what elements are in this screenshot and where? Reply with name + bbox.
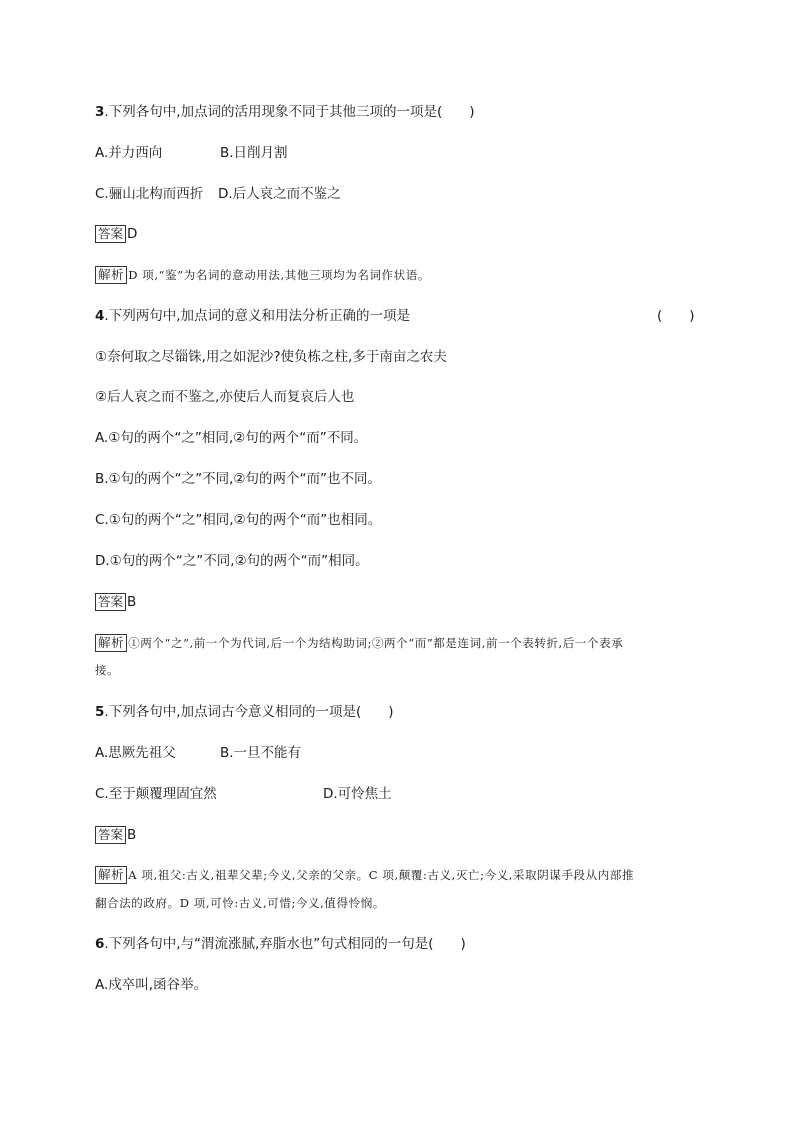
question-text: .下列各句中,加点词的活用现象不同于其他三项的一项是( ) [104, 104, 475, 120]
explanation-tag: 解析 [95, 634, 127, 652]
question-3-stem [95, 103, 475, 121]
answer-blank: ( ) [657, 308, 695, 324]
answer-value: B [127, 594, 137, 610]
answer-row [95, 225, 137, 243]
question-number: 3 [95, 104, 105, 120]
explanation-row [95, 634, 623, 652]
explanation-text: A 项,祖父:古义,祖辈父辈;今义,父亲的父亲。C 项,颠覆:古义,灭亡;今义,采取阴谋手段从内部推 [128, 868, 635, 882]
option-d: D.后人哀之而不鉴之 [218, 186, 341, 202]
option-b: B.一旦不能有 [220, 745, 302, 761]
explanation-continuation: 接。 [95, 663, 120, 677]
answer-value: D [127, 226, 138, 242]
option-a: A.并力西向 [95, 145, 163, 161]
option-d: D.①句的两个“之”不同,②句的两个“而”相同。 [95, 553, 369, 569]
answer-tag: 答案 [95, 225, 126, 243]
option-b: B.日削月割 [220, 145, 288, 161]
question-5-stem [95, 703, 394, 721]
explanation-tag: 解析 [95, 266, 127, 284]
question-4-stem [95, 307, 410, 325]
option-c: C.至于颠覆理固宜然 [95, 786, 217, 802]
answer-row [95, 593, 136, 611]
option-c: C.骊山北构而西折 [95, 186, 204, 202]
explanation-tag: 解析 [95, 866, 127, 884]
explanation-row [95, 266, 430, 284]
option-a: A.戍卒叫,函谷举。 [95, 977, 208, 993]
answer-row [95, 826, 136, 844]
option-c: C.①句的两个“之”相同,②句的两个“而”也相同。 [95, 512, 382, 528]
answer-tag: 答案 [95, 826, 126, 844]
question-number: 6 [95, 936, 105, 952]
option-a: A.①句的两个“之”相同,②句的两个“而”不同。 [95, 430, 368, 446]
question-number: 5 [95, 704, 105, 720]
explanation-text: ①两个“之”,前一个为代词,后一个为结构助词;②两个“而”都是连词,前一个表转折,后一个表承 [128, 636, 624, 650]
answer-value: B [127, 827, 137, 843]
explanation-row [95, 866, 634, 884]
question-number: 4 [95, 308, 105, 324]
question-text: .下列各句中,加点词古今意义相同的一项是( ) [104, 704, 394, 720]
question-text: .下列各句中,与“渭流涨腻,弃脂水也”句式相同的一句是( ) [104, 936, 466, 952]
answer-tag: 答案 [95, 593, 126, 611]
explanation-continuation: 翻合法的政府。D 项,可怜:古义,可惜;今义,值得怜悯。 [95, 896, 385, 910]
option-b: B.①句的两个“之”不同,②句的两个“而”也不同。 [95, 471, 382, 487]
option-d: D.可怜焦土 [323, 786, 392, 802]
sentence-1: ①奈何取之尽锱铢,用之如泥沙?使负栋之柱,多于南亩之农夫 [95, 349, 447, 365]
sentence-2: ②后人哀之而不鉴之,亦使后人而复哀后人也 [95, 389, 355, 405]
option-a: A.思厥先祖父 [95, 745, 176, 761]
question-6-stem [95, 935, 466, 953]
question-text: .下列两句中,加点词的意义和用法分析正确的一项是 [104, 308, 410, 324]
explanation-text: D 项,“鉴”为名词的意动用法,其他三项均为名词作状语。 [128, 268, 430, 282]
